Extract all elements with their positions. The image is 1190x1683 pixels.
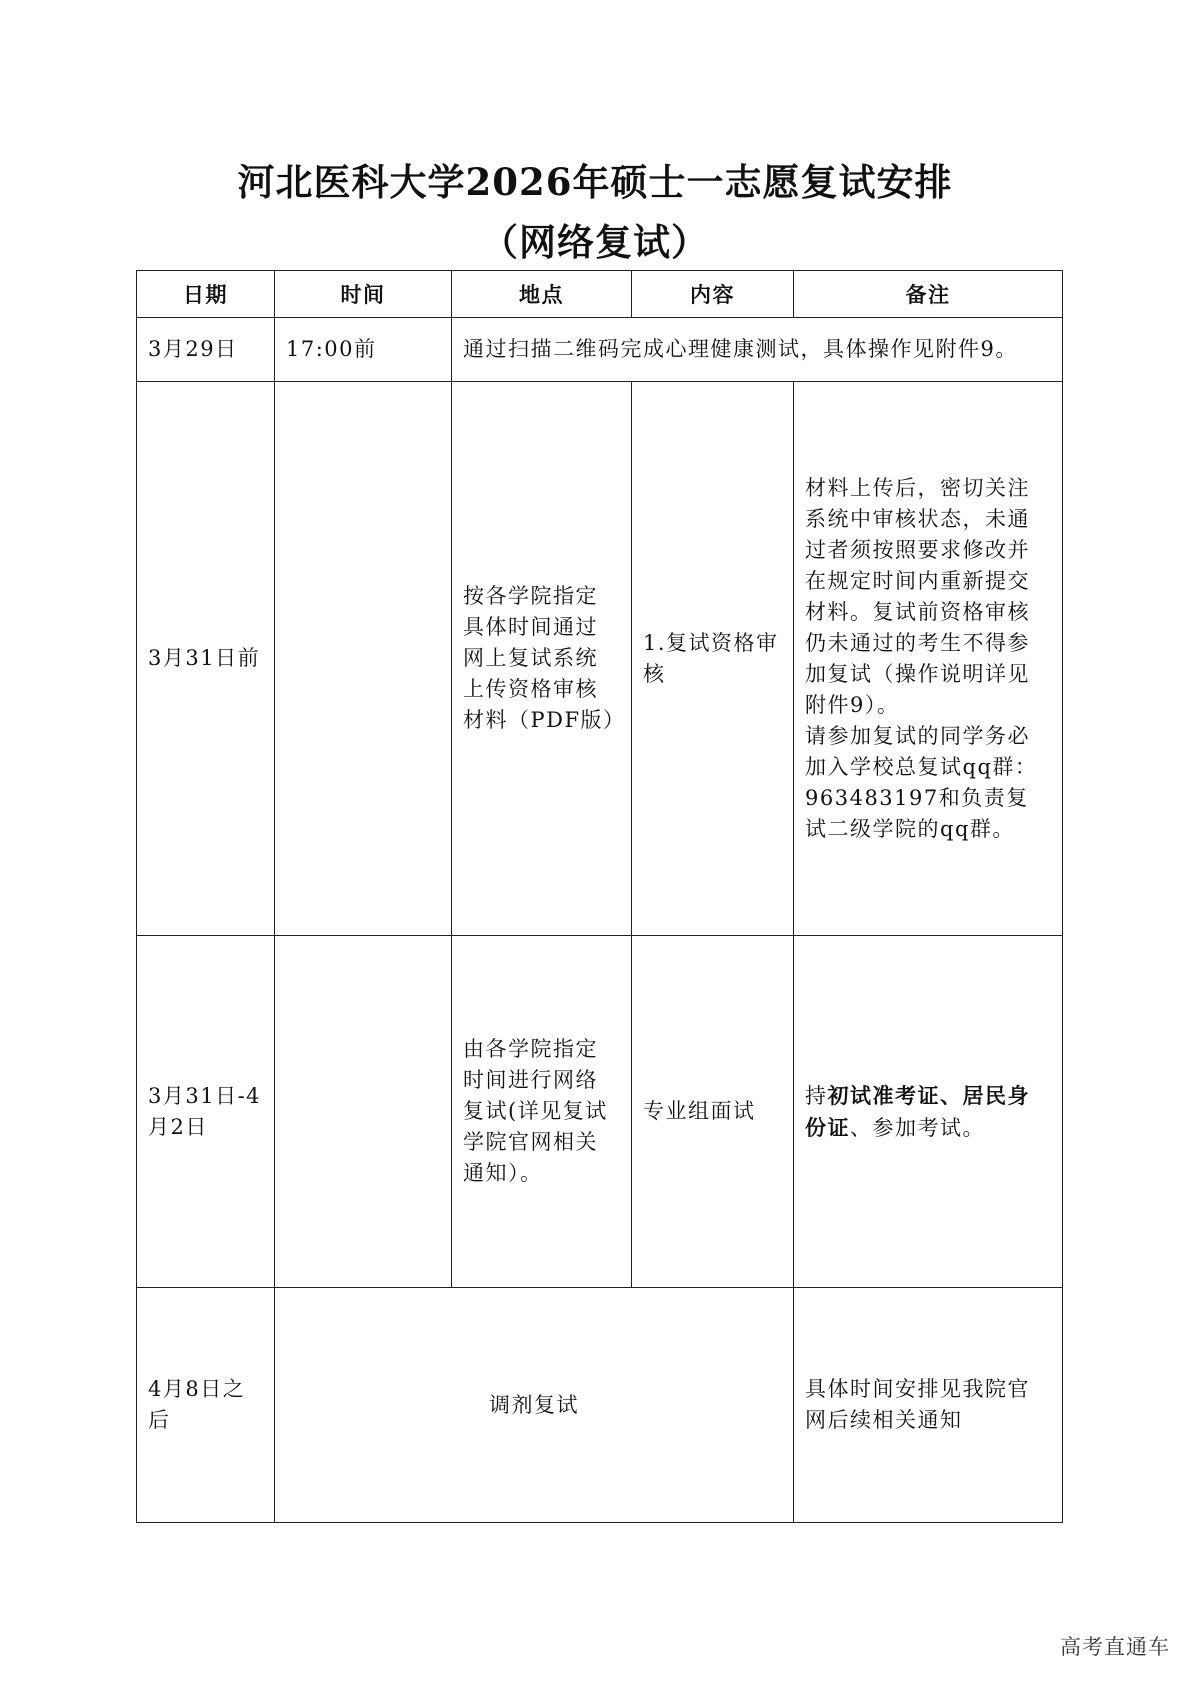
page-subtitle: （网络复试）: [481, 220, 709, 264]
header-date: 日期: [137, 271, 275, 318]
row2-location: 按各学院指定具体时间通过网上复试系统上传资格审核材料（PDF版）: [452, 382, 632, 936]
row2-remark-p1: 材料上传后，密切关注系统中审核状态，未通过者须按照要求修改并在规定时间内重新提交材料。复试前资格审核仍未通过的考生不得参加复试（操作说明详见附件9）。: [805, 475, 1030, 717]
row1-merged-note: 通过扫描二维码完成心理健康测试，具体操作见附件9。: [452, 318, 1063, 382]
row1-time: 17:00前: [275, 318, 452, 382]
header-location: 地点: [452, 271, 632, 318]
page-title: 河北医科大学2026年硕士一志愿复试安排: [237, 160, 953, 204]
row2-date: 3月31日前: [137, 382, 275, 936]
header-remark: 备注: [794, 271, 1063, 318]
row4-remark: 具体时间安排见我院官网后续相关通知: [794, 1288, 1063, 1523]
row3-time: [275, 936, 452, 1288]
row2-time: [275, 382, 452, 936]
schedule-table: [136, 270, 1063, 1523]
table-header-row: [137, 271, 1063, 318]
watermark: 高考直通车: [1060, 1635, 1170, 1659]
row3-remark-suffix: 、参加考试。: [850, 1115, 985, 1140]
row2-remark: [794, 382, 1063, 936]
table-row: [137, 1288, 1063, 1523]
table-row: [137, 382, 1063, 936]
row4-date: 4月8日之后: [137, 1288, 275, 1523]
row2-content: 1.复试资格审核: [632, 382, 794, 936]
row3-remark-prefix: 持: [805, 1083, 828, 1108]
row3-remark: [794, 936, 1063, 1288]
header-content: 内容: [632, 271, 794, 318]
row3-date: 3月31日-4月2日: [137, 936, 275, 1288]
header-time: 时间: [275, 271, 452, 318]
row1-date: 3月29日: [137, 318, 275, 382]
row3-content: 专业组面试: [632, 936, 794, 1288]
row3-remark-bold: 初试准考证、居民身份证: [805, 1082, 1030, 1140]
table-row: [137, 936, 1063, 1288]
row3-location: 由各学院指定时间进行网络复试(详见复试学院官网相关通知）。: [452, 936, 632, 1288]
row2-remark-p2: 请参加复试的同学务必加入学校总复试qq群：963483197和负责复试二级学院的qq群。: [805, 723, 1038, 841]
row4-merged: 调剂复试: [275, 1288, 794, 1523]
table-row: [137, 318, 1063, 382]
